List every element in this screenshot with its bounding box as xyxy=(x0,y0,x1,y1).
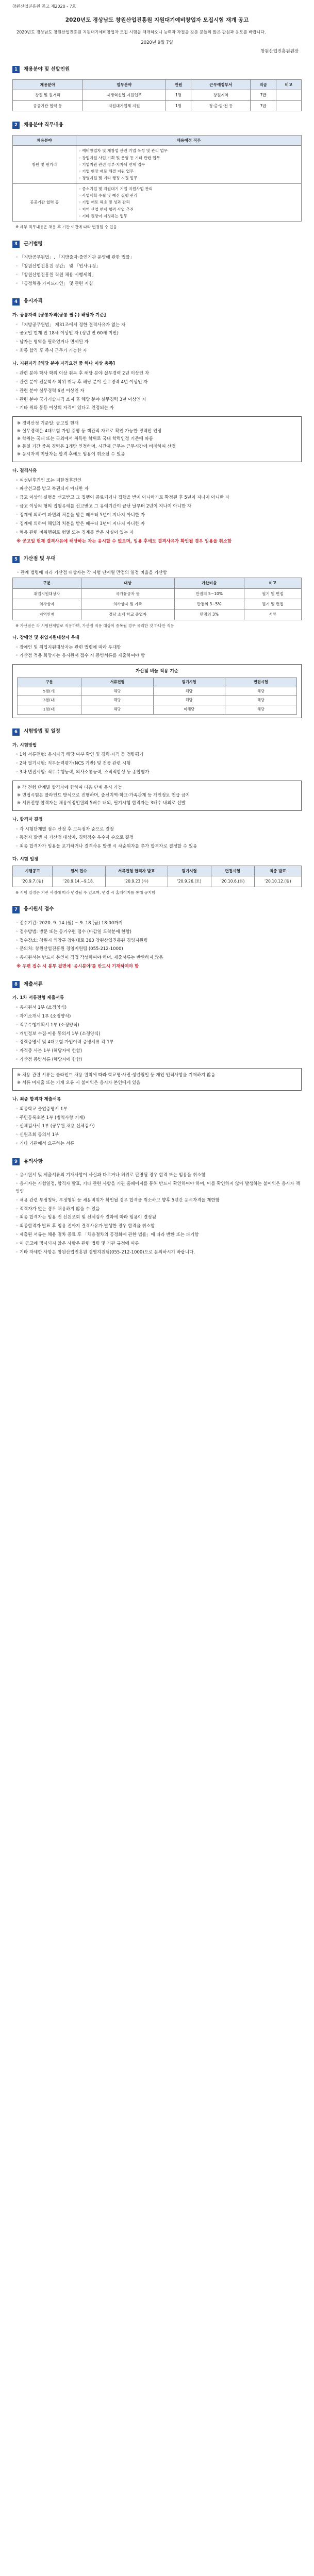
list-item: ◦ 응시자는 시험일정, 합격자 발표, 기타 관련 사항을 기관 홈페이지를 통해 반드시 확인하여야 하며, 이를 확인하지 않아 발생하는 불이익은 응시자 책임임 xyxy=(15,1181,300,1194)
section-title: 채용분야 및 선발인원 xyxy=(24,66,70,72)
list-item: ◦ 피성년후견인 또는 피한정후견인 xyxy=(15,478,82,483)
list-item: ◦ 적격자가 없는 경우 채용하지 않을 수 있음 xyxy=(15,1206,100,1212)
table-header: 구분 xyxy=(18,678,81,687)
cell: 창원지역 xyxy=(191,90,251,100)
issuing-org: 창원산업진흥원원장 xyxy=(260,49,299,55)
section-4-header xyxy=(12,298,302,306)
section-number: 8 xyxy=(12,981,20,988)
table-header: 채용예정 직무 xyxy=(76,135,302,145)
list-item: ◦ 관련 분야 실무경력 6년 이상인 자 xyxy=(15,388,85,394)
bonus-table xyxy=(12,578,302,620)
cell: 필기 및 면접 xyxy=(244,588,301,599)
table-row xyxy=(13,146,302,183)
cell: 청·출·엄·천 등 xyxy=(191,100,251,111)
exam-method-list xyxy=(12,751,302,776)
cell: 7급 xyxy=(251,100,276,111)
cell: ◦ 중소기업 및 지원대기 기업 지원사업 관리 ◦ 사업계획 수립 및 예산 집행 관리 ◦ 기업 애로 해소 및 성과 관리 ◦ 지역 산업 연계 협력 사업 추진 ◦ 기타 원장이 지정하는 업무 xyxy=(76,183,302,221)
subheading: 가. 1차 서류전형 제출서류 xyxy=(12,995,64,1001)
note-line: ※ 서류전형 합격자는 채용예정인원의 5배수 내외, 필기시험 합격자는 3배수 내외로 선발 xyxy=(17,800,186,806)
cell: 공공기관 협력 등 xyxy=(13,183,76,221)
cell: ◦ 예비창업자 및 재창업 관련 기업 육성 및 관리 업무 ◦ 창업지원 사업 기획 및 운영 등 기타 관련 업무 ◦ 기업지원 관련 정부·지자체 연계 업무 ◦ 기업 현장 애로 해결 지원 업무 ◦ 경영지원 및 기타 행정 지원 업무 xyxy=(76,146,302,183)
table-header: 최종 발표 xyxy=(254,866,301,876)
list-item: ◦ 응시원서 1부 (소정양식) xyxy=(15,1005,67,1010)
note-line: ※ 면접시험은 블라인드 방식으로 진행하며, 출신지역·학교·가족관계 등 개인정보 언급 금지 xyxy=(17,792,190,798)
note-line: ※ 채용 관련 서류는 블라인드 채용 원칙에 따라 학교명·사진·생년월일 등 개인 인적사항을 기재하지 않음 xyxy=(17,1073,216,1078)
section-title: 가산점 및 우대 xyxy=(24,556,56,562)
table-header: 대상 xyxy=(81,578,174,588)
list-item: ◦ 징계에 의하여 파면의 처분을 받은 때부터 5년이 지나지 아니한 자 xyxy=(15,513,145,518)
subheading: 나. 장애인 및 취업지원대상자 우대 xyxy=(12,635,80,640)
table-header: 업무분야 xyxy=(82,80,166,90)
list-item: ◦ 주민등록초본 1부 (병역사항 기재) xyxy=(15,1115,85,1121)
list-item: ◦ 자기소개서 1부 (소정양식) xyxy=(15,1013,71,1019)
section-number: 3 xyxy=(12,241,20,248)
eligibility-note-box xyxy=(12,416,302,462)
note-line: ※ 응시자격 미달자는 합격 후에도 임용이 취소될 수 있음 xyxy=(17,451,125,457)
section-number: 1 xyxy=(12,66,20,73)
cell: 해당 xyxy=(153,687,225,696)
cell xyxy=(276,100,301,111)
table-header: 서류전형 합격자 발표 xyxy=(105,866,168,876)
cell: '20.9.26.(토) xyxy=(168,876,211,887)
table-header: 가산비율 xyxy=(174,578,244,588)
notice-date: 2020년 9월 7일 xyxy=(141,40,173,46)
list-item: ◦ 경력증명서 및 4대보험 가입이력 증빙서류 각 1부 xyxy=(15,1040,114,1045)
table-header: 비고 xyxy=(276,80,301,90)
cell: 창원 및 원거리 xyxy=(13,90,83,100)
table-header: 면접시험 xyxy=(225,678,296,687)
eligibility-list xyxy=(12,370,302,412)
list-item: ◦ 「창원산업진흥원 정관」 및 「인사규정」 xyxy=(15,264,101,269)
section-5-header xyxy=(12,556,302,563)
section-number: 4 xyxy=(12,298,20,306)
section-number: 2 xyxy=(12,122,20,129)
section-number: 9 xyxy=(12,1158,20,1165)
bonus-criteria-box xyxy=(12,664,302,718)
cell: 해당 xyxy=(225,705,296,714)
section-9-header xyxy=(12,1158,302,1165)
cell: 만점의 3% xyxy=(174,609,244,620)
recruitment-table xyxy=(12,79,302,111)
cell xyxy=(276,90,301,100)
cell: 경남 소재 학교 졸업자 xyxy=(81,609,174,620)
bonus-intro: ◦ 관계 법령에 따라 가산점 대상자는 각 시험 단계별 만점의 일정 비율을 가산함 xyxy=(16,570,167,575)
table-row xyxy=(13,599,302,609)
subheading: 나. 합격자 결정 xyxy=(12,817,43,822)
list-item: ◦ 2차 필기시험: 직무능력평가(NCS 기반) 및 전공 관련 시험 xyxy=(15,761,131,767)
table-row xyxy=(18,705,297,714)
cell: 해당 xyxy=(81,705,153,714)
subheading: 가. 공통자격 [공통자격(공통 필수) 해당자 기준] xyxy=(12,312,106,318)
section-number: 7 xyxy=(12,906,20,913)
cell: 5점(가) xyxy=(18,687,81,696)
cell: 해당 xyxy=(81,687,153,696)
cell: 창원 및 원거리 xyxy=(13,146,76,183)
note-line: ※ 각 전형 단계별 합격자에 한하여 다음 단계 응시 가능 xyxy=(17,785,122,791)
table-header: 원서 접수 xyxy=(52,866,105,876)
table-row xyxy=(13,183,302,221)
table-header: 구분 xyxy=(13,578,81,588)
subheading: 나. 최종 합격자 제출서류 xyxy=(12,1096,61,1102)
list-item: ◦ 1차 서류전형: 응시자격 해당 여부 확인 및 경력·자격 등 정량평가 xyxy=(15,752,144,758)
notice-page xyxy=(0,0,314,1257)
list-item: ◦ 「지방공무원법」 제31조에서 정한 결격사유가 없는 자 xyxy=(15,322,126,328)
intro-text: 2020년도 경상남도 창원산업진흥원 지원대기예비창업자 모집 시험을 재개하오니 능력과 자질을 갖춘 분들의 많은 관심과 응모를 바랍니다. xyxy=(16,30,266,35)
cell: 해당 xyxy=(153,696,225,705)
cell: 미해당 xyxy=(153,705,225,714)
list-item: ◦ 가산점 적용 희망자는 응시원서 접수 시 증빙서류를 제출하여야 함 xyxy=(15,653,145,659)
list-item: ◦ 관련 분야 학사 학위 이상 취득 후 해당 분야 실무경력 2년 이상인 자 xyxy=(15,370,150,376)
document-note-box xyxy=(12,1068,302,1091)
section-number: 5 xyxy=(12,556,20,563)
list-item: ◦ 최종합격자 발표 후 임용 전까지 결격사유가 발생한 경우 합격을 취소함 xyxy=(15,1224,155,1229)
table-header: 채용분야 xyxy=(13,135,76,145)
note-line: ※ 서류 미제출 또는 기재 오류 시 불이익은 응시자 본인에게 있음 xyxy=(17,1080,141,1086)
list-item: ◦ 신원조회 동의서 1부 xyxy=(15,1132,59,1138)
list-item: ◦ 개인정보 수집·이용 동의서 1부 (소정양식) xyxy=(15,1031,101,1037)
table-header: 직급 xyxy=(251,80,276,90)
table-header: 필기시험 xyxy=(153,678,225,687)
list-item: ◦ 관련 분야 국가기술자격 소지 후 해당 분야 실무경력 3년 이상인 자 xyxy=(15,397,146,402)
list-item: ◦ 장애인 및 취업지원대상자는 관련 법령에 따라 우대함 xyxy=(15,645,121,650)
list-item: ◦ 응시원서 및 제출서류의 기재사항이 사실과 다르거나 허위로 판명될 경우 합격 또는 임용을 취소함 xyxy=(15,1173,206,1178)
list-item: ◦ 각 시험단계별 점수 산정 후 고득점자 순으로 결정 xyxy=(15,826,114,832)
table-header: 필기시험 xyxy=(168,866,211,876)
table-row xyxy=(13,90,302,100)
section-8-header xyxy=(12,981,302,988)
list-item: ◦ 최종학교 졸업증명서 1부 xyxy=(15,1106,68,1112)
section-7-header xyxy=(12,906,302,913)
box-title: 가산점 비율 적용 기준 xyxy=(136,669,178,674)
section-1-header xyxy=(12,66,302,73)
list-item: ◦ 공고일 현재 만 18세 이상인 자 (정년 만 60세 미만) xyxy=(15,331,119,336)
cell: 7급 xyxy=(251,90,276,100)
list-item: ◦ 최종 합격자는 임용 전 신원조회 및 신체검사 결과에 따라 임용이 결정됨 xyxy=(15,1215,156,1221)
table-header: 면접시험 xyxy=(211,866,254,876)
note-line: ※ 학위는 국내 또는 국외에서 취득한 학위로 국내 학력인정 기준에 따름 xyxy=(17,436,154,442)
warning-text: ※ 공고일 현재 결격사유에 해당하는 자는 응시할 수 없으며, 임용 후에도 결격사유가 확인될 경우 임용을 취소함 xyxy=(16,538,232,544)
cell: 만점의 5~10% xyxy=(174,588,244,599)
table-row xyxy=(13,876,302,887)
table-row xyxy=(13,588,302,599)
subheading: 가. 시험방법 xyxy=(12,742,37,748)
section-title: 채용분야 직무내용 xyxy=(24,122,63,128)
list-item: ◦ 신체검사서 1부 (공무원 채용 신체검사) xyxy=(15,1124,95,1129)
cell: 해당 xyxy=(225,687,296,696)
table-row xyxy=(18,696,297,705)
cell: 자생혁신업 지원업무 xyxy=(82,90,166,100)
table-header: 서류전형 xyxy=(81,678,153,687)
list-item: ◦ 파산선고를 받고 복권되지 아니한 자 xyxy=(15,486,89,492)
list-item: ◦ 「창원산업진흥원 직원 채용 시행세칙」 xyxy=(15,272,96,278)
subheading: 다. 시험 일정 xyxy=(12,857,39,862)
section-title: 응시원서 접수 xyxy=(24,906,54,912)
list-item: ◦ 「공정채용 가이드라인」 및 관련 지침 xyxy=(15,281,93,286)
table-note: ※ 시험 일정은 기관 사정에 따라 변경될 수 있으며, 변경 시 홈페이지를 통해 공지함 xyxy=(15,890,156,895)
section-3-header xyxy=(12,241,302,248)
section-title: 제출서류 xyxy=(24,981,43,987)
list-item: ◦ 금고 이상의 형의 집행유예를 선고받고 그 유예기간이 끝난 날부터 2년이 지나지 아니한 자 xyxy=(15,504,192,510)
list-item: ◦ 「지방공무원법」, 「지방출자·출연기관 운영에 관한 법률」 xyxy=(15,255,135,261)
section-title: 응시자격 xyxy=(24,298,43,304)
caution-list xyxy=(12,1172,302,1257)
cell: 3점(나) xyxy=(18,696,81,705)
list-item: ◦ 남자는 병역을 필하였거나 면제된 자 xyxy=(15,340,89,345)
page-title: 2020년도 경상남도 창원산업진흥원 지원대기예비창업자 모집시험 재개 공고 xyxy=(65,17,249,23)
list-item: ◦ 이 공고에 명시되지 않은 사항은 관련 법령 및 기관 규정에 따름 xyxy=(15,1241,140,1246)
bonus-criteria-table xyxy=(17,677,297,714)
section-number: 6 xyxy=(12,728,20,736)
section-title: 근거법령 xyxy=(24,241,43,247)
cell: 지원대기업체 지원 xyxy=(82,100,166,111)
note-line: ※ 실무경력은 4대보험 가입 증명 등 객관적 자료로 확인 가능한 경력만 인정 xyxy=(17,429,162,434)
table-header: 시행공고 xyxy=(13,866,53,876)
table-row xyxy=(13,100,302,111)
note-line: ※ 동일 기간 중복 경력은 1개만 인정하며, 시간제 근무는 근무시간에 비례하여 산정 xyxy=(17,444,176,449)
list-item: ◦ 기타 기관에서 요구하는 서류 xyxy=(15,1141,75,1147)
list-item: ◦ 징계에 의하여 해임의 처분을 받은 때부터 3년이 지나지 아니한 자 xyxy=(15,521,145,527)
duty-table xyxy=(12,135,302,222)
cell: 해당 xyxy=(225,696,296,705)
list-item: ◦ 접수기간: 2020. 9. 14.(월) ~ 9. 18.(금) 18:00까지 xyxy=(15,920,123,926)
disqualification-list xyxy=(12,477,302,537)
list-item: ◦ 금고 이상의 실형을 선고받고 그 집행이 종료되거나 집행을 받지 아니하기로 확정된 후 5년이 지나지 아니한 자 xyxy=(15,495,229,501)
table-note: ※ 세부 직무내용은 채용 후 기관 여건에 따라 변경될 수 있음 xyxy=(15,225,117,230)
list-item: ◦ 기타 자세한 사항은 창원산업진흥원 경영지원팀(055-212-1000)으로 문의하시기 바랍니다. xyxy=(15,1249,195,1255)
document-list xyxy=(12,1004,302,1064)
cell: 공공기관 협력 등 xyxy=(13,100,83,111)
cell: '20.10.6.(화) xyxy=(211,876,254,887)
list-item: ◦ 동점자 발생 시 가산점 대상자, 경력점수 우수자 순으로 결정 xyxy=(15,835,134,841)
section-6-header xyxy=(12,728,302,736)
table-note: ※ 가산점은 각 시험단계별로 적용하며, 가산점 적용 대상이 중복될 경우 유리한 것 하나만 적용 xyxy=(15,623,174,628)
cell: 해당 xyxy=(81,696,153,705)
warning-text: ※ 우편 접수 시 봉투 겉면에 '응시분야'를 반드시 기재하여야 함 xyxy=(16,964,139,970)
list-item: ◦ 채용 관련 비위행위로 형벌 또는 징계를 받은 사실이 있는 자 xyxy=(15,530,134,535)
cell: '20.10.12.(월) xyxy=(254,876,301,887)
table-row xyxy=(18,687,297,696)
subheading: 다. 결격사유 xyxy=(12,468,37,473)
law-list xyxy=(12,254,302,288)
preference-list xyxy=(12,644,302,660)
cell: '20.9.7.(월) xyxy=(13,876,53,887)
list-item: ◦ 문의처: 창원산업진흥원 경영지원팀 (055-212-1000) xyxy=(15,946,123,952)
section-2-header xyxy=(12,122,302,129)
list-item: ◦ 채용 관련 부정청탁, 부정행위 등 채용비위가 확인될 경우 합격을 취소하고 향후 5년간 응시자격을 제한함 xyxy=(15,1197,220,1203)
cell: 1명 xyxy=(166,90,191,100)
application-list xyxy=(12,920,302,962)
cell: 1점(다) xyxy=(18,705,81,714)
list-item: ◦ 관련 분야 전문학사 학위 취득 후 해당 분야 실무경력 4년 이상인 자 xyxy=(15,379,148,385)
cell: 필기 및 면접 xyxy=(244,599,301,609)
final-document-list xyxy=(12,1106,302,1148)
cell: 지역인재 xyxy=(13,609,81,620)
table-row xyxy=(13,609,302,620)
list-item: ◦ 최종 합격자가 임용을 포기하거나 결격사유 발생 시 차순위자를 추가 합격자로 결정할 수 있음 xyxy=(15,844,197,850)
list-item: ◦ 최종 합격 후 즉시 근무가 가능한 자 xyxy=(15,348,87,354)
cell: '20.9.23.(수) xyxy=(105,876,168,887)
cell: 국가유공자 등 xyxy=(81,588,174,599)
section-title: 시험방법 및 일정 xyxy=(24,728,60,735)
notice-number: 창원산업진흥원 공고 제2020 - 7호 xyxy=(12,4,76,9)
list-item: ◦ 자격증 사본 1부 (해당자에 한함) xyxy=(15,1048,82,1054)
list-item: ◦ 응시원서는 반드시 본인이 직접 작성하여야 하며, 제출서류는 반환하지 않음 xyxy=(15,955,163,961)
list-item: ◦ 직무수행계획서 1부 (소정양식) xyxy=(15,1022,79,1028)
table-header: 채용분야 xyxy=(13,80,83,90)
list-item: ◦ 가산점 증빙서류 (해당자에 한함) xyxy=(15,1057,82,1063)
list-item: ◦ 접수장소: 창원시 의창구 창원대로 363 창원산업진흥원 경영지원팀 xyxy=(15,938,148,943)
table-header: 근무예정부서 xyxy=(191,80,251,90)
pass-decision-list xyxy=(12,826,302,851)
list-item: ◦ 접수방법: 방문 또는 등기우편 접수 (마감일 도착분에 한함) xyxy=(15,929,131,935)
list-item: ◦ 3차 면접시험: 직무수행능력, 의사소통능력, 조직적합성 등 종합평가 xyxy=(15,770,150,775)
section-title: 유의사항 xyxy=(24,1158,43,1164)
exam-note-box xyxy=(12,781,302,811)
table-header: 인원 xyxy=(166,80,191,90)
list-item: ◦ 기타 위와 동등 이상의 자격이 있다고 인정되는 자 xyxy=(15,405,114,411)
cell: '20.9.14.~9.18. xyxy=(52,876,105,887)
cell: 취업지원대상자 xyxy=(13,588,81,599)
common-qualification-list xyxy=(12,321,302,355)
cell: 의사상자 xyxy=(13,599,81,609)
schedule-table xyxy=(12,866,302,887)
cell: 만점의 3~5% xyxy=(174,599,244,609)
note-line: ※ 경력산정 기준일: 공고일 현재 xyxy=(17,421,79,427)
cell: 1명 xyxy=(166,100,191,111)
cell: 서류 xyxy=(244,609,301,620)
cell: 의사상자 및 가족 xyxy=(81,599,174,609)
subheading: 나. 지원자격 [해당 분야 자격요건 중 하나 이상 충족] xyxy=(12,361,115,367)
list-item: ◦ 제출된 서류는 채용 절차 종료 후 「채용절차의 공정화에 관한 법률」에 따라 반환 또는 파기함 xyxy=(15,1232,199,1238)
table-header: 비고 xyxy=(244,578,301,588)
